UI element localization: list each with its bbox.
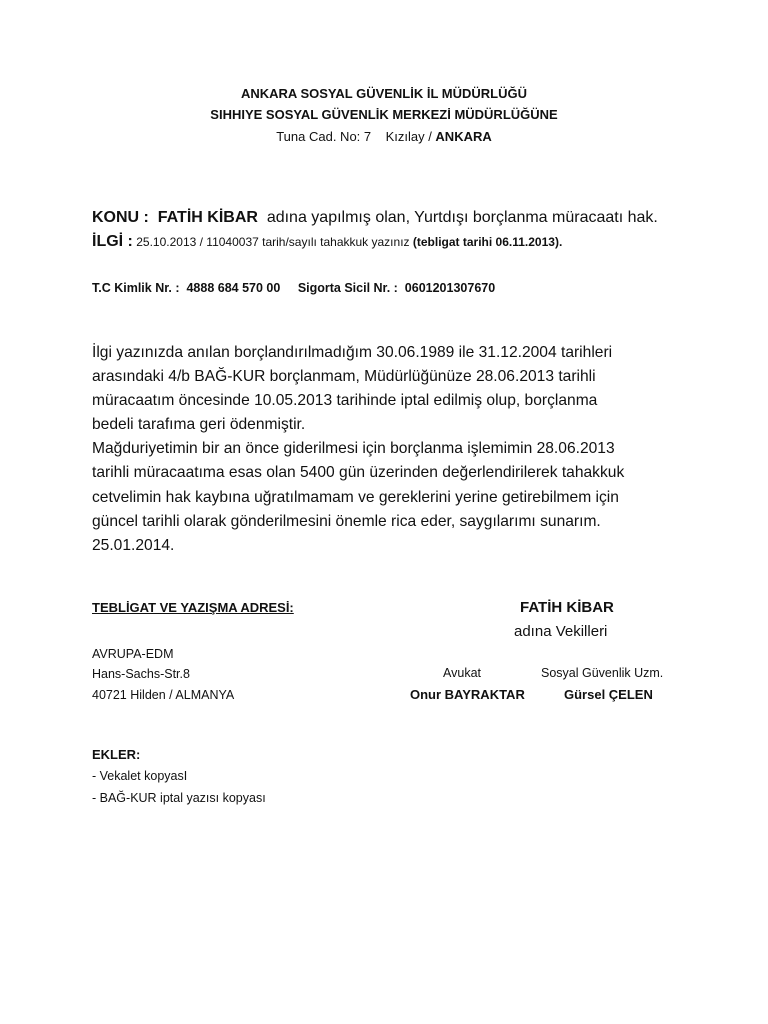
konu-label: KONU : (92, 209, 149, 226)
body-line: İlgi yazınızda anılan borçlandırılmadığım 30.06.1989 ile 31.12.2004 tarihleri (92, 344, 613, 361)
signatory-role-expert: Sosyal Güvenlik Uzm. (541, 666, 664, 680)
reference-line (92, 233, 562, 251)
body-line: güncel tarihli olarak gönderilmesini önemle rica eder, saygılarımı sunarım. (92, 512, 601, 530)
address-line: Hans-Sachs-Str.8 (92, 667, 190, 681)
signatory-role-lawyer: Avukat (443, 666, 481, 680)
sicil-label: Sigorta Sicil Nr. : (297, 281, 398, 295)
signature-name: FATİH KİBAR (520, 599, 614, 616)
address-street: Tuna Cad. No: 7 Kızılay / (276, 129, 436, 144)
ilgi-text: 25.10.2013 / 11040037 tarih/sayılı tahakkuk yazınız (136, 235, 410, 249)
attachment-item: - BAĞ-KUR iptal yazısı kopyası (92, 791, 266, 805)
body-line: tarihli müracaatıma esas olan 5400 gün üzerinden değerlendirilerek tahakkuk (92, 464, 625, 482)
letter-body (92, 341, 692, 558)
attachment-item: - Vekalet kopyasI (92, 769, 188, 783)
address-line: 40721 Hilden / ALMANYA (92, 688, 235, 702)
signature-on-behalf: adına Vekilleri (514, 623, 608, 640)
body-line: bedeli tarafıma geri ödenmiştir. (92, 416, 306, 434)
signatory-name-lawyer: Onur BAYRAKTAR (410, 687, 525, 702)
body-line: müracaatım öncesinde 10.05.2013 tarihinde iptal edilmiş olup, borçlanma (92, 392, 598, 410)
konu-name: FATİH KİBAR (157, 209, 258, 226)
tc-value: 4888 684 570 00 (186, 281, 281, 295)
body-line: cetvelimin hak kaybına uğratılmamam ve gereklerini yerine getirebilmem için (92, 488, 619, 506)
signatory-name-expert: Gürsel ÇELEN (564, 687, 653, 702)
body-line: 25.01.2014. (92, 536, 175, 554)
header-line-2: SIHHIYE SOSYAL GÜVENLİK MERKEZİ MÜDÜRLÜĞÜNE (210, 107, 558, 122)
subject-line (92, 209, 658, 227)
body-line: arasındaki 4/b BAĞ-KUR borçlanmam, Müdürlüğünüze 28.06.2013 tarihli (92, 368, 596, 386)
attachments-title: EKLER: (92, 747, 141, 762)
ilgi-label: İLGİ : (92, 233, 133, 250)
body-line: Mağduriyetimin bir an önce giderilmesi için borçlanma işlemimin 28.06.2013 (92, 440, 615, 458)
ilgi-notification-date: (tebligat tarihi 06.11.2013). (412, 235, 563, 249)
header-address (0, 129, 768, 144)
address-city: ANKARA (435, 129, 492, 144)
id-numbers (92, 281, 495, 295)
header-line-1: ANKARA SOSYAL GÜVENLİK İL MÜDÜRLÜĞÜ (240, 86, 528, 101)
tc-label: T.C Kimlik Nr. : (92, 281, 180, 295)
address-line: AVRUPA-EDM (92, 647, 174, 661)
sicil-value: 0601201307670 (404, 281, 496, 295)
konu-text: adına yapılmış olan, Yurtdışı borçlanma müracaatı hak. (266, 209, 658, 226)
notification-title: TEBLİGAT VE YAZIŞMA ADRESİ: (92, 600, 294, 615)
